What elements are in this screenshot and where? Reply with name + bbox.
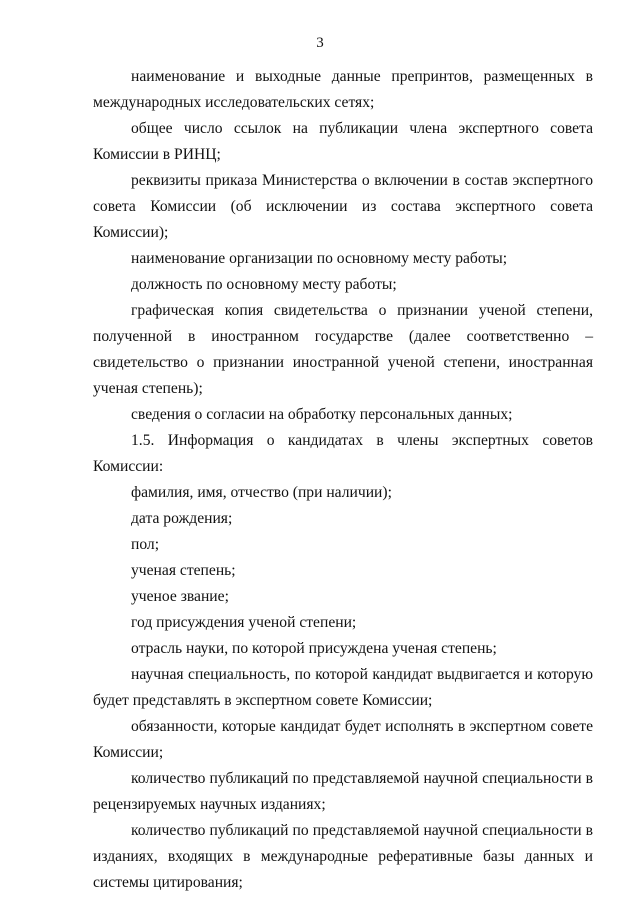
page-number: 3	[316, 35, 324, 51]
paragraph-position: должность по основному месту работы;	[131, 276, 397, 293]
document-body	[93, 64, 593, 896]
paragraph-scientific-specialty: научная специальность, по которой кандидат выдвигается и которую будет представлять в экспертном совете Комиссии;	[93, 666, 593, 709]
paragraph-degree-year: год присуждения ученой степени;	[131, 614, 357, 631]
paragraph-section-1-5: 1.5. Информация о кандидатах в члены экспертных советов Комиссии:	[93, 432, 593, 475]
paragraph-organization: наименование организации по основному месту работы;	[131, 250, 508, 267]
paragraph-sex: пол;	[131, 536, 160, 553]
paragraph-ministry-order: реквизиты приказа Министерства о включении в состав экспертного совета Комиссии (об исключении из состава экспертного совета Комиссии);	[93, 172, 593, 241]
paragraph-international-database-publications: количество публикаций по представляемой научной специальности в изданиях, входящих в международные реферативные базы данных и системы цитирования;	[93, 822, 593, 891]
paragraph-birth-date: дата рождения;	[131, 510, 233, 527]
paragraph-preprints: наименование и выходные данные препринтов, размещенных в международных исследовательских сетях;	[93, 68, 593, 111]
paragraph-duties: обязанности, которые кандидат будет исполнять в экспертном совете Комиссии;	[93, 718, 593, 761]
paragraph-rinc-citations: общее число ссылок на публикации члена экспертного совета Комиссии в РИНЦ;	[93, 120, 593, 163]
paragraph-peer-reviewed-publications: количество публикаций по представляемой научной специальности в рецензируемых научных изданиях;	[93, 770, 593, 813]
paragraph-science-branch: отрасль науки, по которой присуждена ученая степень;	[131, 640, 497, 657]
paragraph-academic-degree: ученая степень;	[131, 562, 236, 579]
paragraph-personal-data-consent: сведения о согласии на обработку персональных данных;	[131, 406, 513, 423]
paragraph-foreign-degree-certificate: графическая копия свидетельства о признании ученой степени, полученной в иностранном государстве (далее соответственно – свидетельство о признании иностранной ученой степени, иностранная ученая степень);	[93, 302, 593, 397]
paragraph-full-name: фамилия, имя, отчество (при наличии);	[131, 484, 392, 501]
paragraph-academic-title: ученое звание;	[131, 588, 229, 605]
